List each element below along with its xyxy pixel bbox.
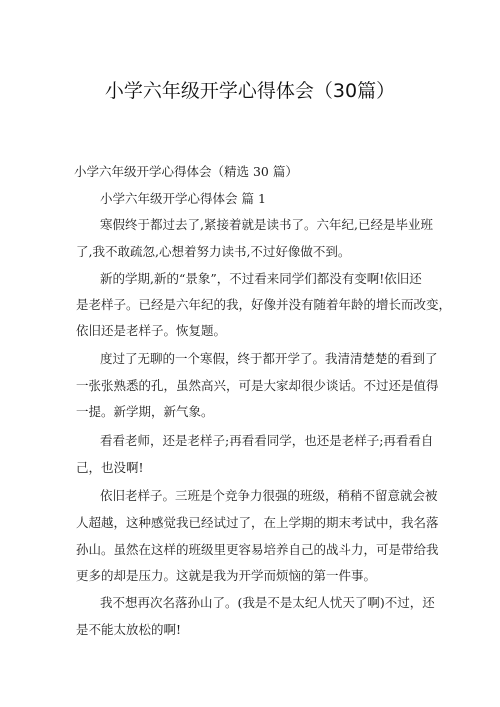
paragraph-line: 新的学期,新的“景象”，不过看来同学们都没有变啊!依旧还 bbox=[100, 271, 422, 286]
paragraph-line: 更多的却是压力。这就是我为开学而烦恼的第一件事。 bbox=[76, 568, 377, 583]
paragraph-line: 一张张熟悉的孔，虽然高兴，可是大家却很少谈话。不过还是值得 bbox=[76, 378, 439, 393]
paragraph-line: 寒假终于都过去了,紧接着就是读书了。六年纪,已经是毕业班 bbox=[100, 217, 433, 232]
paragraph-line: 依旧还是老样子。恢复题。 bbox=[76, 323, 227, 338]
section-heading: 小学六年级开学心得体会 篇 1 bbox=[100, 191, 266, 206]
paragraph-line: 度过了无聊的一个寒假，终于都开学了。我清清楚楚的看到了 bbox=[100, 351, 438, 366]
paragraph-line: 一提。新学期，新气象。 bbox=[76, 404, 214, 419]
paragraph-line: 我不想再次名落孙山了。(我是不是太纪人忧天了啊)不过，还 bbox=[100, 595, 435, 610]
paragraph-line: 看看老师，还是老样子;再看看同学，也还是老样子;再看看自 bbox=[100, 433, 434, 448]
paragraph-line: 依旧老样子。三班是个竞争力很强的班级，稍稍不留意就会被 bbox=[100, 488, 438, 503]
paragraph-line: 是不能太放松的啊! bbox=[76, 622, 182, 637]
paragraph-line: 人超越，这种感觉我已经试过了，在上学期的期末考试中，我名落 bbox=[76, 515, 439, 530]
document-title: 小学六年级开学心得体会（30篇） bbox=[104, 80, 396, 102]
paragraph-line: 是老样子。已经是六年纪的我，好像并没有随着年龄的增长而改变， bbox=[76, 297, 452, 312]
paragraph-line: 己，也没啊! bbox=[76, 460, 144, 475]
paragraph-line: 了,我不敢疏忽,心想着努力读书,不过好像做不到。 bbox=[76, 244, 351, 259]
paragraph-line: 孙山。虽然在这样的班级里更容易培养自己的战斗力，可是带给我 bbox=[76, 542, 439, 557]
document-subtitle: 小学六年级开学心得体会（精选 30 篇） bbox=[74, 164, 298, 179]
